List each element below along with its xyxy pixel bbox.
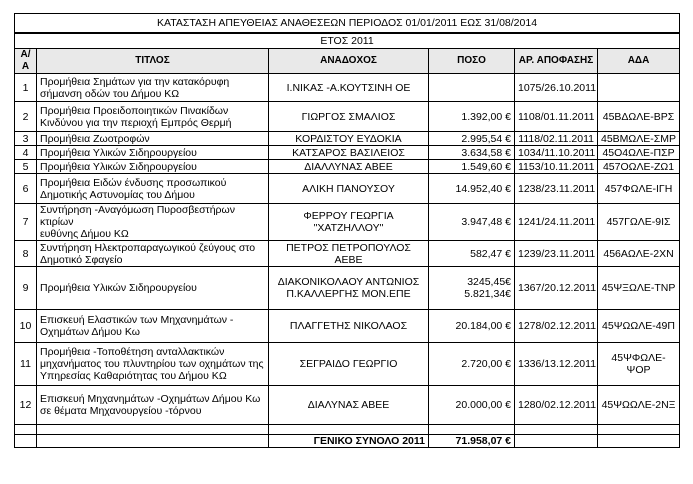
- table-row: [15, 204, 680, 241]
- cell-line: 14.952,40 €: [455, 182, 511, 195]
- row-decision-number: 1336/13.12.2011: [515, 343, 598, 386]
- row-contractor: [269, 310, 429, 343]
- row-number: 2: [15, 102, 37, 132]
- row-contractor: [269, 160, 429, 174]
- cell-line: ΔΙΑΚΟΝΙΚΟΛΑΟΥ ΑΝΤΩΝΙΟΣ: [277, 276, 420, 288]
- cell-line: 582,47 €: [470, 247, 511, 260]
- cell-line: Δημοτικό Σφαγείο: [40, 253, 123, 266]
- table-row: [15, 241, 680, 267]
- cell-line: ευθύνης Δήμου ΚΩ: [40, 228, 129, 240]
- row-number: 5: [15, 160, 37, 174]
- empty-cell: [15, 425, 37, 435]
- row-contractor: [269, 74, 429, 102]
- row-amount: [429, 146, 515, 160]
- header-row: [15, 49, 680, 74]
- row-ada: 45ΨΩΩΛΕ-2ΝΞ: [598, 386, 680, 425]
- table-row: [15, 74, 680, 102]
- row-title: [37, 241, 269, 267]
- row-number: 8: [15, 241, 37, 267]
- row-number: 11: [15, 343, 37, 386]
- cell-line: 5.821,34€: [464, 288, 511, 300]
- row-contractor: [269, 343, 429, 386]
- contracts-sheet: [14, 13, 679, 448]
- row-amount: [429, 267, 515, 310]
- cell-line: Ι.ΝΙΚΑΣ -Α.ΚΟΥΤΣΙΝΗ ΟΕ: [286, 81, 411, 94]
- table-row: [15, 132, 680, 146]
- cell-line: ΚΑΤΣΑΡΟΣ ΒΑΣΙΛΕΙΟΣ: [292, 146, 405, 159]
- table-row: [15, 267, 680, 310]
- row-number: 4: [15, 146, 37, 160]
- row-decision-number: 1280/02.12.2011: [515, 386, 598, 425]
- cell-line: ΦΕΡΡΟΥ ΓΕΩΡΓΙΑ: [303, 210, 394, 222]
- cell-line: Προμήθεια Υλικών Σιδηρουργείου: [40, 282, 197, 294]
- row-decision-number: 1075/26.10.2011: [515, 74, 598, 102]
- cell-line: ΓΙΩΡΓΟΣ ΣΜΑΛΙΟΣ: [301, 110, 396, 123]
- row-amount: [429, 204, 515, 241]
- cell-line: 20.000,00 €: [455, 399, 511, 411]
- column-header: ΤΙΤΛΟΣ: [37, 49, 269, 74]
- row-ada: 456ΑΩΛΕ-2ΧΝ: [598, 241, 680, 267]
- cell-line: Προμήθεια Υλικών Σιδηρουργείου: [40, 160, 197, 173]
- row-title: [37, 74, 269, 102]
- row-contractor: [269, 174, 429, 204]
- row-decision-number: 1118/02.11.2011: [515, 132, 598, 146]
- year-label: ΕΤΟΣ 2011: [15, 33, 680, 49]
- table-row: [15, 160, 680, 174]
- table-row: [15, 386, 680, 425]
- row-ada: 457ΦΩΛΕ-ΙΓΗ: [598, 174, 680, 204]
- row-title: [37, 204, 269, 241]
- cell-line: Προμήθεια Ειδών ένδυσης προσωπικού: [40, 176, 227, 189]
- row-title: [37, 160, 269, 174]
- row-ada: 45ΨΩΩΛΕ-49Π: [598, 310, 680, 343]
- cell-line: 1.549,60 €: [461, 160, 511, 173]
- row-title: [37, 267, 269, 310]
- table-row: [15, 146, 680, 160]
- row-contractor: [269, 146, 429, 160]
- row-amount: [429, 241, 515, 267]
- row-title: [37, 174, 269, 204]
- row-number: 10: [15, 310, 37, 343]
- row-amount: [429, 160, 515, 174]
- cell-line: σήμανση οδών του Δήμου ΚΩ: [40, 87, 180, 100]
- spacer-row: [15, 425, 680, 435]
- total-label: ΓΕΝΙΚΟ ΣΥΝΟΛΟ 2011: [269, 435, 429, 448]
- row-ada: [598, 74, 680, 102]
- total-value: 71.958,07 €: [429, 435, 515, 448]
- row-amount: [429, 310, 515, 343]
- row-contractor: [269, 241, 429, 267]
- cell-line: 2.995,54 €: [461, 132, 511, 145]
- column-header: ΑΡ. ΑΠΟΦΑΣΗΣ: [515, 49, 598, 74]
- cell-line: Συντήρηση Ηλεκτροπαραγωγικού ζεύγους στο: [40, 241, 256, 254]
- cell-line: ΠΕΤΡΟΣ ΠΕΤΡΟΠΟΥΛΟΣ ΑΕΒΕ: [286, 241, 411, 266]
- table-row: [15, 174, 680, 204]
- cell-line: Οχημάτων Δήμου Κω: [40, 326, 140, 338]
- column-header: Α/Α: [15, 49, 37, 74]
- cell-line: Επισκευή Μηχανημάτων -Οχημάτων Δήμου Κω: [40, 393, 261, 405]
- cell-line: Επισκευή Ελαστικών των Μηχανημάτων -: [40, 314, 234, 326]
- title-row: [15, 14, 680, 34]
- cell-line: Υπηρεσίας Καθαριότητας του Δήμου ΚΩ: [40, 370, 227, 382]
- cell-line: ΔΙΑΛΛΥΝΑΣ ΑΒΕΕ: [304, 160, 393, 173]
- total-row: [15, 435, 680, 448]
- page-title: ΚΑΤΑΣΤΑΣΗ ΑΠΕΥΘΕΙΑΣ ΑΝΑΘΕΣΕΩΝ ΠΕΡΙΟΔΟΣ 01/01/2011 ΕΩΣ 31/08/2014: [15, 14, 680, 34]
- cell-line: Κινδύνου για την περιοχή Εμπρός Θερμή: [40, 116, 232, 129]
- row-title: [37, 102, 269, 132]
- cell-line: 1.392,00 €: [461, 110, 511, 123]
- cell-line: Συντήρηση -Αναγόμωση Πυροσβεστήρων κτιρίων: [40, 204, 235, 228]
- empty-cell: [37, 425, 269, 435]
- empty-cell: [15, 435, 37, 448]
- row-number: 3: [15, 132, 37, 146]
- row-ada: 45ΨΦΩΛΕ-ΨΟΡ: [598, 343, 680, 386]
- row-decision-number: 1238/23.11.2011: [515, 174, 598, 204]
- row-amount: [429, 386, 515, 425]
- column-header: ΠΟΣΟ: [429, 49, 515, 74]
- column-header: ΑΝΑΔΟΧΟΣ: [269, 49, 429, 74]
- empty-cell: [515, 435, 598, 448]
- cell-line: 20.184,00 €: [455, 320, 511, 332]
- row-amount: [429, 132, 515, 146]
- row-ada: 45ΨΞΩΛΕ-ΤΝΡ: [598, 267, 680, 310]
- table-row: [15, 310, 680, 343]
- row-number: 6: [15, 174, 37, 204]
- cell-line: 3245,45€: [467, 276, 511, 288]
- row-ada: 45Ο4ΩΛΕ-ΠΣΡ: [598, 146, 680, 160]
- row-contractor: [269, 267, 429, 310]
- cell-line: Προμήθεια Υλικών Σιδηρουργείου: [40, 146, 197, 159]
- cell-line: 3.634,58 €: [461, 146, 511, 159]
- row-title: [37, 132, 269, 146]
- row-number: 12: [15, 386, 37, 425]
- row-decision-number: 1108/01.11.2011: [515, 102, 598, 132]
- cell-line: 3.947,48 €: [461, 216, 511, 228]
- cell-line: ΑΛΙΚΗ ΠΑΝΟΥΣΟΥ: [302, 182, 395, 195]
- cell-line: Δημοτικής Αστυνομίας του Δήμου: [40, 188, 195, 201]
- empty-cell: [515, 425, 598, 435]
- contracts-table: [14, 13, 680, 448]
- cell-line: ΠΛΑΓΓΕΤΗΣ ΝΙΚΟΛΑΟΣ: [289, 320, 408, 332]
- row-ada: 45ΒΔΩΛΕ-ΒΡΣ: [598, 102, 680, 132]
- row-amount: [429, 343, 515, 386]
- row-number: 1: [15, 74, 37, 102]
- empty-cell: [37, 435, 269, 448]
- row-title: [37, 310, 269, 343]
- row-ada: 457ΟΩΛΕ-ΖΩ1: [598, 160, 680, 174]
- cell-line: μηχανήματος του πλυντηρίου των οχημάτων της: [40, 358, 264, 370]
- empty-cell: [429, 425, 515, 435]
- row-decision-number: 1241/24.11.2011: [515, 204, 598, 241]
- row-contractor: [269, 102, 429, 132]
- year-row: [15, 33, 680, 49]
- cell-line: ΣΕΓΡΑΙΔΟ ΓΕΩΡΓΙΟ: [299, 358, 398, 370]
- cell-line: ΔΙΑΛΥΝΑΣ ΑΒΕΕ: [307, 399, 390, 411]
- row-decision-number: 1034/11.10.2011: [515, 146, 598, 160]
- row-decision-number: 1239/23.11.2011: [515, 241, 598, 267]
- row-title: [37, 146, 269, 160]
- cell-line: Προμήθεια Προειδοποιητικών Πινακίδων: [40, 104, 229, 117]
- row-number: 7: [15, 204, 37, 241]
- empty-cell: [598, 425, 680, 435]
- row-number: 9: [15, 267, 37, 310]
- empty-cell: [269, 425, 429, 435]
- table-row: [15, 343, 680, 386]
- cell-line: Προμήθεια -Τοποθέτηση ανταλλακτικών: [40, 346, 225, 358]
- row-ada: 457ΓΩΛΕ-9ΙΣ: [598, 204, 680, 241]
- row-title: [37, 386, 269, 425]
- cell-line: σε θέματα Μηχανουργείου -τόρνου: [40, 405, 202, 417]
- row-decision-number: 1153/10.11.2011: [515, 160, 598, 174]
- row-title: [37, 343, 269, 386]
- cell-line: Π.ΚΑΛΛΕΡΓΗΣ ΜΟΝ.ΕΠΕ: [286, 288, 411, 300]
- row-ada: 45ΒΜΩΛΕ-ΣΜΡ: [598, 132, 680, 146]
- row-contractor: [269, 386, 429, 425]
- row-amount: [429, 74, 515, 102]
- cell-line: 2.720,00 €: [461, 358, 511, 370]
- row-amount: [429, 174, 515, 204]
- row-contractor: [269, 204, 429, 241]
- empty-cell: [598, 435, 680, 448]
- cell-line: "ΧΑΤΖΗΛΛΟΥ": [313, 222, 384, 234]
- cell-line: Προμήθεια Ζωοτροφών: [40, 132, 150, 145]
- cell-line: Προμήθεια Σημάτων για την κατακόρυφη: [40, 75, 230, 88]
- cell-line: ΚΟΡΔΙΣΤΟΥ ΕΥΔΟΚΙΑ: [295, 132, 402, 145]
- column-header: ΑΔΑ: [598, 49, 680, 74]
- row-contractor: [269, 132, 429, 146]
- row-decision-number: 1367/20.12.2011: [515, 267, 598, 310]
- row-amount: [429, 102, 515, 132]
- table-row: [15, 102, 680, 132]
- row-decision-number: 1278/02.12.2011: [515, 310, 598, 343]
